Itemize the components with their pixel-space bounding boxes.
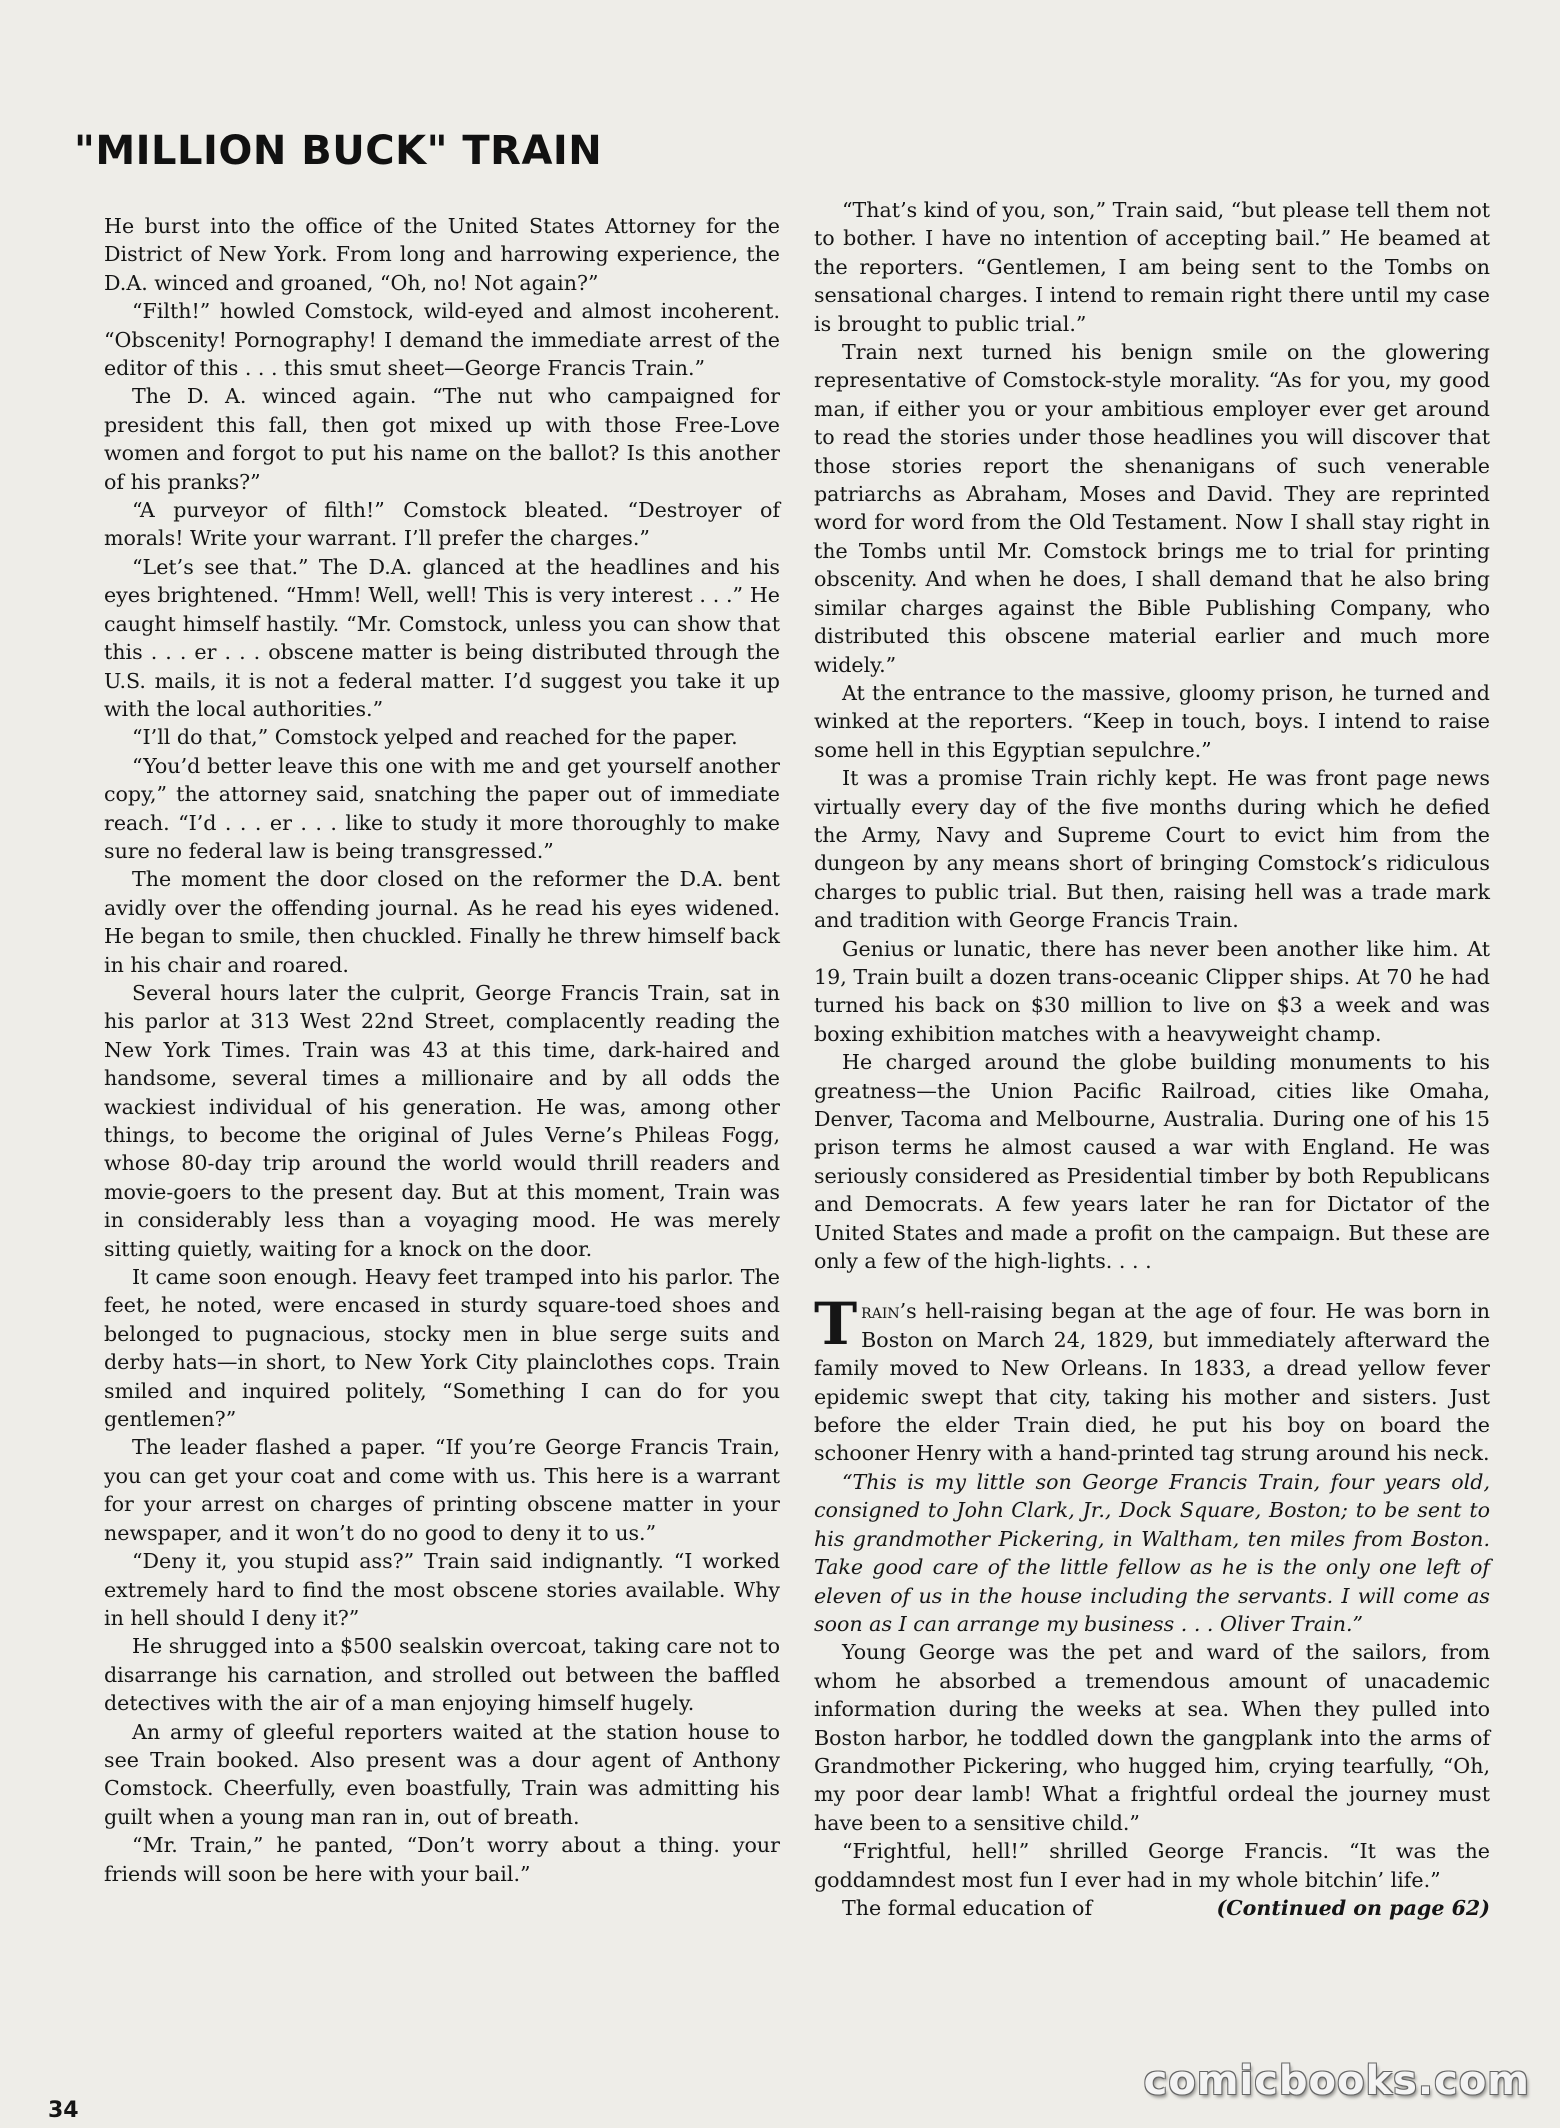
paragraph: He shrugged into a $500 sealskin overcoat, taking care not to disarrange his carnation, and strolled out between the baffled detectives with the air of a man enjoying himself hugely. — [104, 1634, 780, 1716]
paragraph: “Frightful, hell!” shrilled George Francis. “It was the goddamndest most fun I ever had in my whole bitchin’ life.” — [814, 1839, 1490, 1892]
watermark-logo: comicbooks.com — [1143, 2058, 1530, 2104]
section-opening-paragraph — [814, 1290, 1490, 1467]
paragraph: He burst into the office of the United States Attorney for the District of New York. From long and harrowing experience, the D.A. winced and groaned, “Oh, no! Not again?” — [104, 214, 780, 295]
paragraph: “That’s kind of you, son,” Train said, “but please tell them not to bother. I have no intention of accepting bail.” He beamed at the reporters. “Gentlemen, I am being sent to the Tombs on sensational charges. I intend to remain right there until my case is brought to public trial.” — [814, 198, 1490, 336]
small-caps-word: rain — [861, 1299, 900, 1324]
paragraph: “Let’s see that.” The D.A. glanced at the headlines and his eyes brightened. “Hmm! Well, well! This is very interest . . .” He caught himself hastily. “Mr. Comstock, unless you can show that this . . . er . . . obscene matter is being distributed through the U.S. mails, it is not a federal matter. I’d suggest you take it up with the local authorities.” — [104, 554, 780, 721]
paragraph: “You’d better leave this one with me and get yourself another copy,” the attorney said, snatching the paper out of immediate reach. “I’d . . . er . . . like to study it more thoroughly to make sure no federal law is being transgressed.” — [104, 753, 780, 863]
article-title: "MILLION BUCK" TRAIN — [74, 128, 603, 174]
drop-cap: T — [814, 1290, 858, 1359]
paragraph: It was a promise Train richly kept. He was front page news virtually every day of the five months during which he defied the Army, Navy and Supreme Court to evict him from the dungeon by any means short of bringing Comstock’s ridiculous charges to public trial. But then, raising hell was a trade mark and tradition with George Francis Train. — [814, 766, 1490, 933]
paragraph: Genius or lunatic, there has never been another like him. At 19, Train built a dozen trans-oceanic Clipper ships. At 70 he had turned his back on $30 million to live on $3 a week and was boxing exhibition matches with a heavyweight champ. — [814, 936, 1490, 1046]
letter-quote: “This is my little son George Francis Train, four years old, consigned to John Clark, Jr., Dock Square, Boston; to be sent to his grandmother Pickering, in Waltham, ten miles from Boston. Take good care of the little fellow as he is the only one left of eleven of us in the house including the servants. I will come as soon as I can arrange my business . . . Oliver Train.” — [814, 1469, 1490, 1636]
paragraph: He charged around the globe building monuments to his greatness—the Union Pacific Railroad, cities like Omaha, Denver, Tacoma and Melbourne, Australia. During one of his 15 prison terms he almost caused a war with England. He was seriously considered as Presidential timber by both Republicans and Democrats. A few years later he ran for Dictator of the United States and made a profit on the campaign. But these are only a few of the high-lights. . . . — [814, 1050, 1490, 1274]
paragraph: An army of gleeful reporters waited at the station house to see Train booked. Also present was a dour agent of Anthony Comstock. Cheerfully, even boastfully, Train was admitting his guilt when a young man ran in, out of breath. — [104, 1719, 780, 1829]
section-paragraphs — [814, 1638, 1490, 1894]
paragraph: The D. A. winced again. “The nut who campaigned for president this fall, then got mixed up with those Free-Love women and forgot to put his name on the ballot? Is this another of his pranks?” — [104, 384, 780, 494]
paragraph: Several hours later the culprit, George Francis Train, sat in his parlor at 313 West 22nd Street, complacently reading the New York Times. Train was 43 at this time, dark-haired and handsome, several times a millionaire and by all odds the wackiest individual of his generation. He was, among other things, to become the original of Jules Verne’s Phileas Fogg, whose 80-day trip around the world would thrill readers and movie-goers to the present day. But at this moment, Train was in considerably less than a voyaging mood. He was merely sitting quietly, waiting for a knock on the door. — [104, 980, 780, 1261]
right-column-paragraphs — [814, 196, 1490, 1275]
left-column — [104, 212, 780, 1888]
continued-note: (Continued on page 62) — [1216, 1895, 1490, 1920]
continued-line — [814, 1894, 1490, 1922]
page-number: 34 — [48, 2098, 79, 2123]
paragraph: The moment the door closed on the reformer the D.A. bent avidly over the offending journal. As he read his eyes widened. He began to smile, then chuckled. Finally he threw himself back in his chair and roared. — [104, 867, 780, 977]
paragraph: “Deny it, you stupid ass?” Train said indignantly. “I worked extremely hard to find the most obscene stories available. Why in hell should I deny it?” — [104, 1549, 780, 1630]
paragraph: “Filth!” howled Comstock, wild-eyed and almost incoherent. “Obscenity! Pornography! I demand the immediate arrest of the editor of this . . . this smut sheet—George Francis Train.” — [104, 299, 780, 381]
paragraph: The leader flashed a paper. “If you’re George Francis Train, you can get your coat and come with us. This here is a warrant for your arrest on charges of printing obscene matter in your newspaper, and it won’t do no good to deny it to us.” — [104, 1435, 780, 1545]
paragraph: At the entrance to the massive, gloomy prison, he turned and winked at the reporters. “Keep in touch, boys. I intend to raise some hell in this Egyptian sepulchre.” — [814, 680, 1490, 762]
paragraph: “I’ll do that,” Comstock yelped and reached for the paper. — [132, 725, 738, 750]
paragraph: It came soon enough. Heavy feet tramped into his parlor. The feet, he noted, were encased in sturdy square-toed shoes and belonged to pugnacious, stocky men in blue serge suits and derby hats—in short, to New York City plainclothes cops. Train smiled and inquired politely, “Something I can do for you gentlemen?” — [104, 1265, 780, 1432]
paragraph: Train next turned his benign smile on the glowering representative of Comstock-style morality. “As for you, my good man, if either you or your ambitious employer ever get around to read the stories under those headlines you will discover that those stories report the shenanigans of such venerable patriarchs as Abraham, Moses and David. They are reprinted word for word from the Old Testament. Now I shall stay right in the Tombs until Mr. Comstock brings me to trial for printing obscenity. And when he does, I shall demand that he also bring similar charges against the Bible Publishing Company, who distributed this obscene material earlier and much more widely.” — [814, 340, 1490, 677]
opening-text: ’s hell-raising began at the age of four. He was born in Boston on March 24, 1829, but immediately afterward the family moved to New Orleans. In 1833, a dread yellow fever epidemic swept that city, taking his mother and sisters. Just before the elder Train died, he put his boy on board the schooner Henry with a hand-printed tag strung around his neck. — [814, 1299, 1490, 1466]
paragraph: “Mr. Train,” he panted, “Don’t worry about a thing. your friends will soon be here with your bail.” — [104, 1833, 780, 1886]
paragraph: “A purveyor of filth!” Comstock bleated. “Destroyer of morals! Write your warrant. I’ll prefer the charges.” — [104, 498, 780, 551]
right-column — [814, 196, 1490, 1922]
last-line-text: The formal education of — [842, 1895, 1093, 1920]
paragraph: Young George was the pet and ward of the sailors, from whom he absorbed a tremendous amount of unacademic information during the weeks at sea. When they pulled into Boston harbor, he toddled down the gangplank into the arms of Grandmother Pickering, who hugged him, crying tearfully, “Oh, my poor dear lamb! What a frightful ordeal the journey must have been to a sensitive child.” — [814, 1640, 1490, 1835]
